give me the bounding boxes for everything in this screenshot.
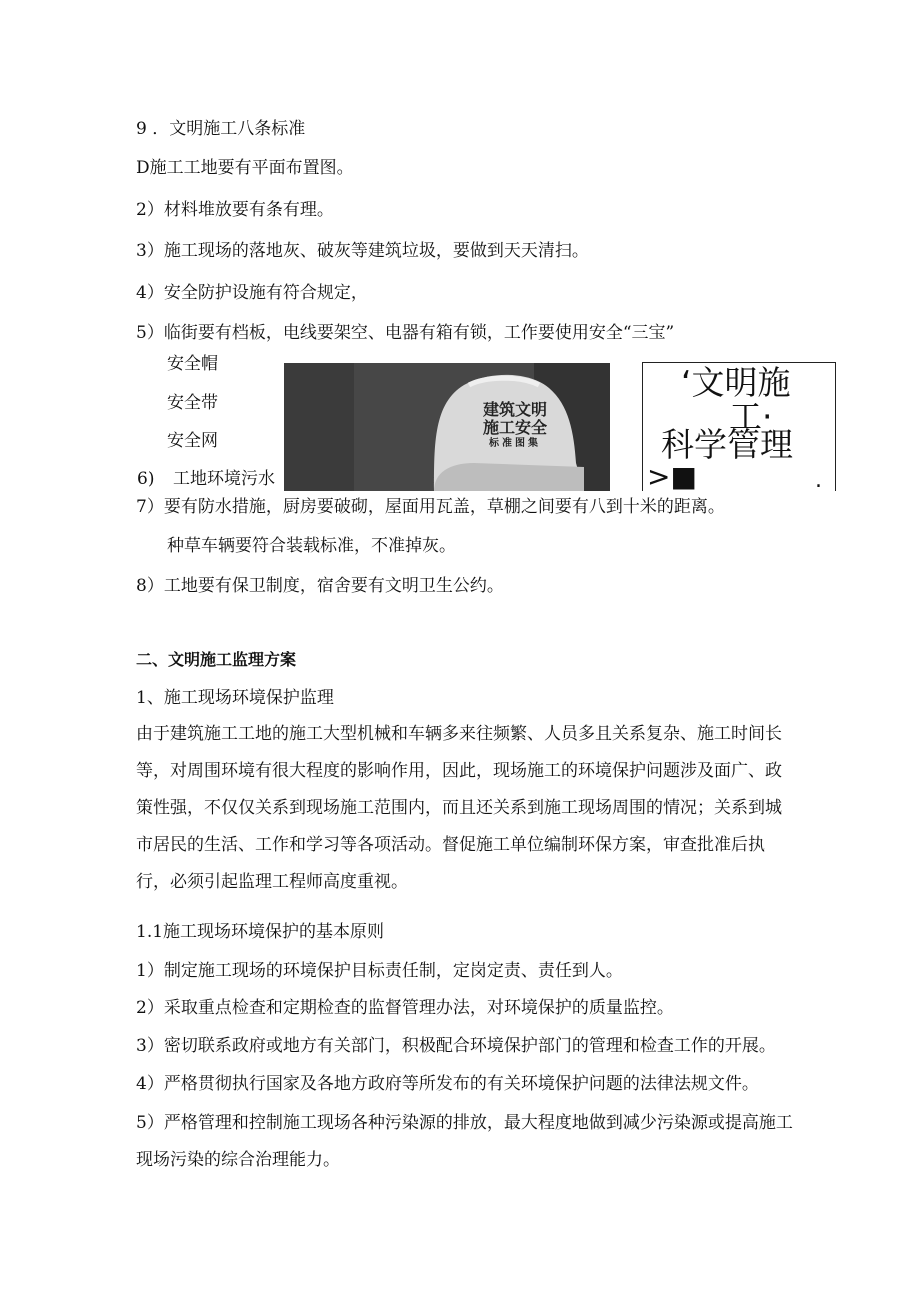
list-item: 4）安全防护设施有符合规定，: [136, 283, 368, 303]
section-heading: 二、文明施工监理方案: [136, 650, 297, 669]
section-heading: 9 ．文明施工八条标准: [136, 119, 306, 139]
list-item-number: 6): [137, 469, 155, 489]
slogan-box: [642, 362, 836, 491]
slogan-dot: .: [815, 468, 822, 491]
slogan-line-2: 工·: [729, 397, 773, 436]
body-paragraph: 由于建筑施工工地的施工大型机械和车辆多来往频繁、人员多且关系复杂、施工时间长等，对周围环境有很大程度的影响作用，因此，现场施工的环境保护问题涉及面广、政策性强，不仅仅关系到现场施工范围内，而且还关系到施工现场周围的情况；关系到城市居民的生活、工作和学习等各项活动。督促施工单位编制环保方案，审查批准后执行，必须引起监理工程师高度重视。: [136, 724, 782, 892]
list-item: 5）临街要有档板，电线要架空、电器有箱有锁，工作要使用安全“三宝”: [136, 323, 675, 343]
list-item: 种草车辆要符合装载标准，不准掉灰。: [167, 536, 456, 556]
slogan-line-1: ‘文明施: [681, 363, 791, 402]
helmet-text-line3: 标准图集: [489, 438, 541, 449]
helmet-text-line1: 建筑文明: [482, 400, 547, 419]
helmet-text-line2: 施工安全: [482, 418, 547, 437]
list-item: 5）严格管理和控制施工现场各种污染源的排放，最大程度地做到减少污染源或提高施工现场污染的综合治理能力。: [136, 1113, 793, 1170]
list-item: 4）严格贯彻执行国家及各地方政府等所发布的有关环境保护问题的法律法规文件。: [136, 1074, 759, 1094]
list-item: 安全帽: [167, 354, 218, 374]
slogan-line-4: >■: [647, 460, 697, 491]
list-item: 安全带: [167, 393, 218, 413]
list-item: 2）采取重点检查和定期检查的监督管理办法，对环境保护的质量监控。: [136, 998, 674, 1018]
helmet-photo: [284, 363, 610, 491]
list-item: 3）施工现场的落地灰、破灰等建筑垃圾，要做到天天清扫。: [136, 241, 589, 261]
slogan-line-3: 科学管理: [661, 425, 793, 464]
list-item: 安全网: [167, 431, 218, 451]
list-item: 2）材料堆放要有条有理。: [136, 200, 334, 220]
subsection-heading: 1.1施工现场环境保护的基本原则: [136, 922, 385, 942]
list-item: 工地环境污水: [173, 469, 275, 489]
list-item: 3）密切联系政府或地方有关部门，积极配合环境保护部门的管理和检查工作的开展。: [136, 1036, 776, 1056]
list-item: 7）要有防水措施，厨房要破砌，屋面用瓦盖，草棚之间要有八到十米的距离。: [136, 497, 725, 517]
list-item: 1）制定施工现场的环境保护目标责任制，定岗定责、责任到人。: [136, 961, 623, 981]
list-item: 8）工地要有保卫制度，宿舍要有文明卫生公约。: [136, 576, 504, 596]
list-item: D施工工地要有平面布置图。: [136, 158, 354, 178]
subsection-heading: 1、施工现场环境保护监理: [136, 688, 334, 708]
